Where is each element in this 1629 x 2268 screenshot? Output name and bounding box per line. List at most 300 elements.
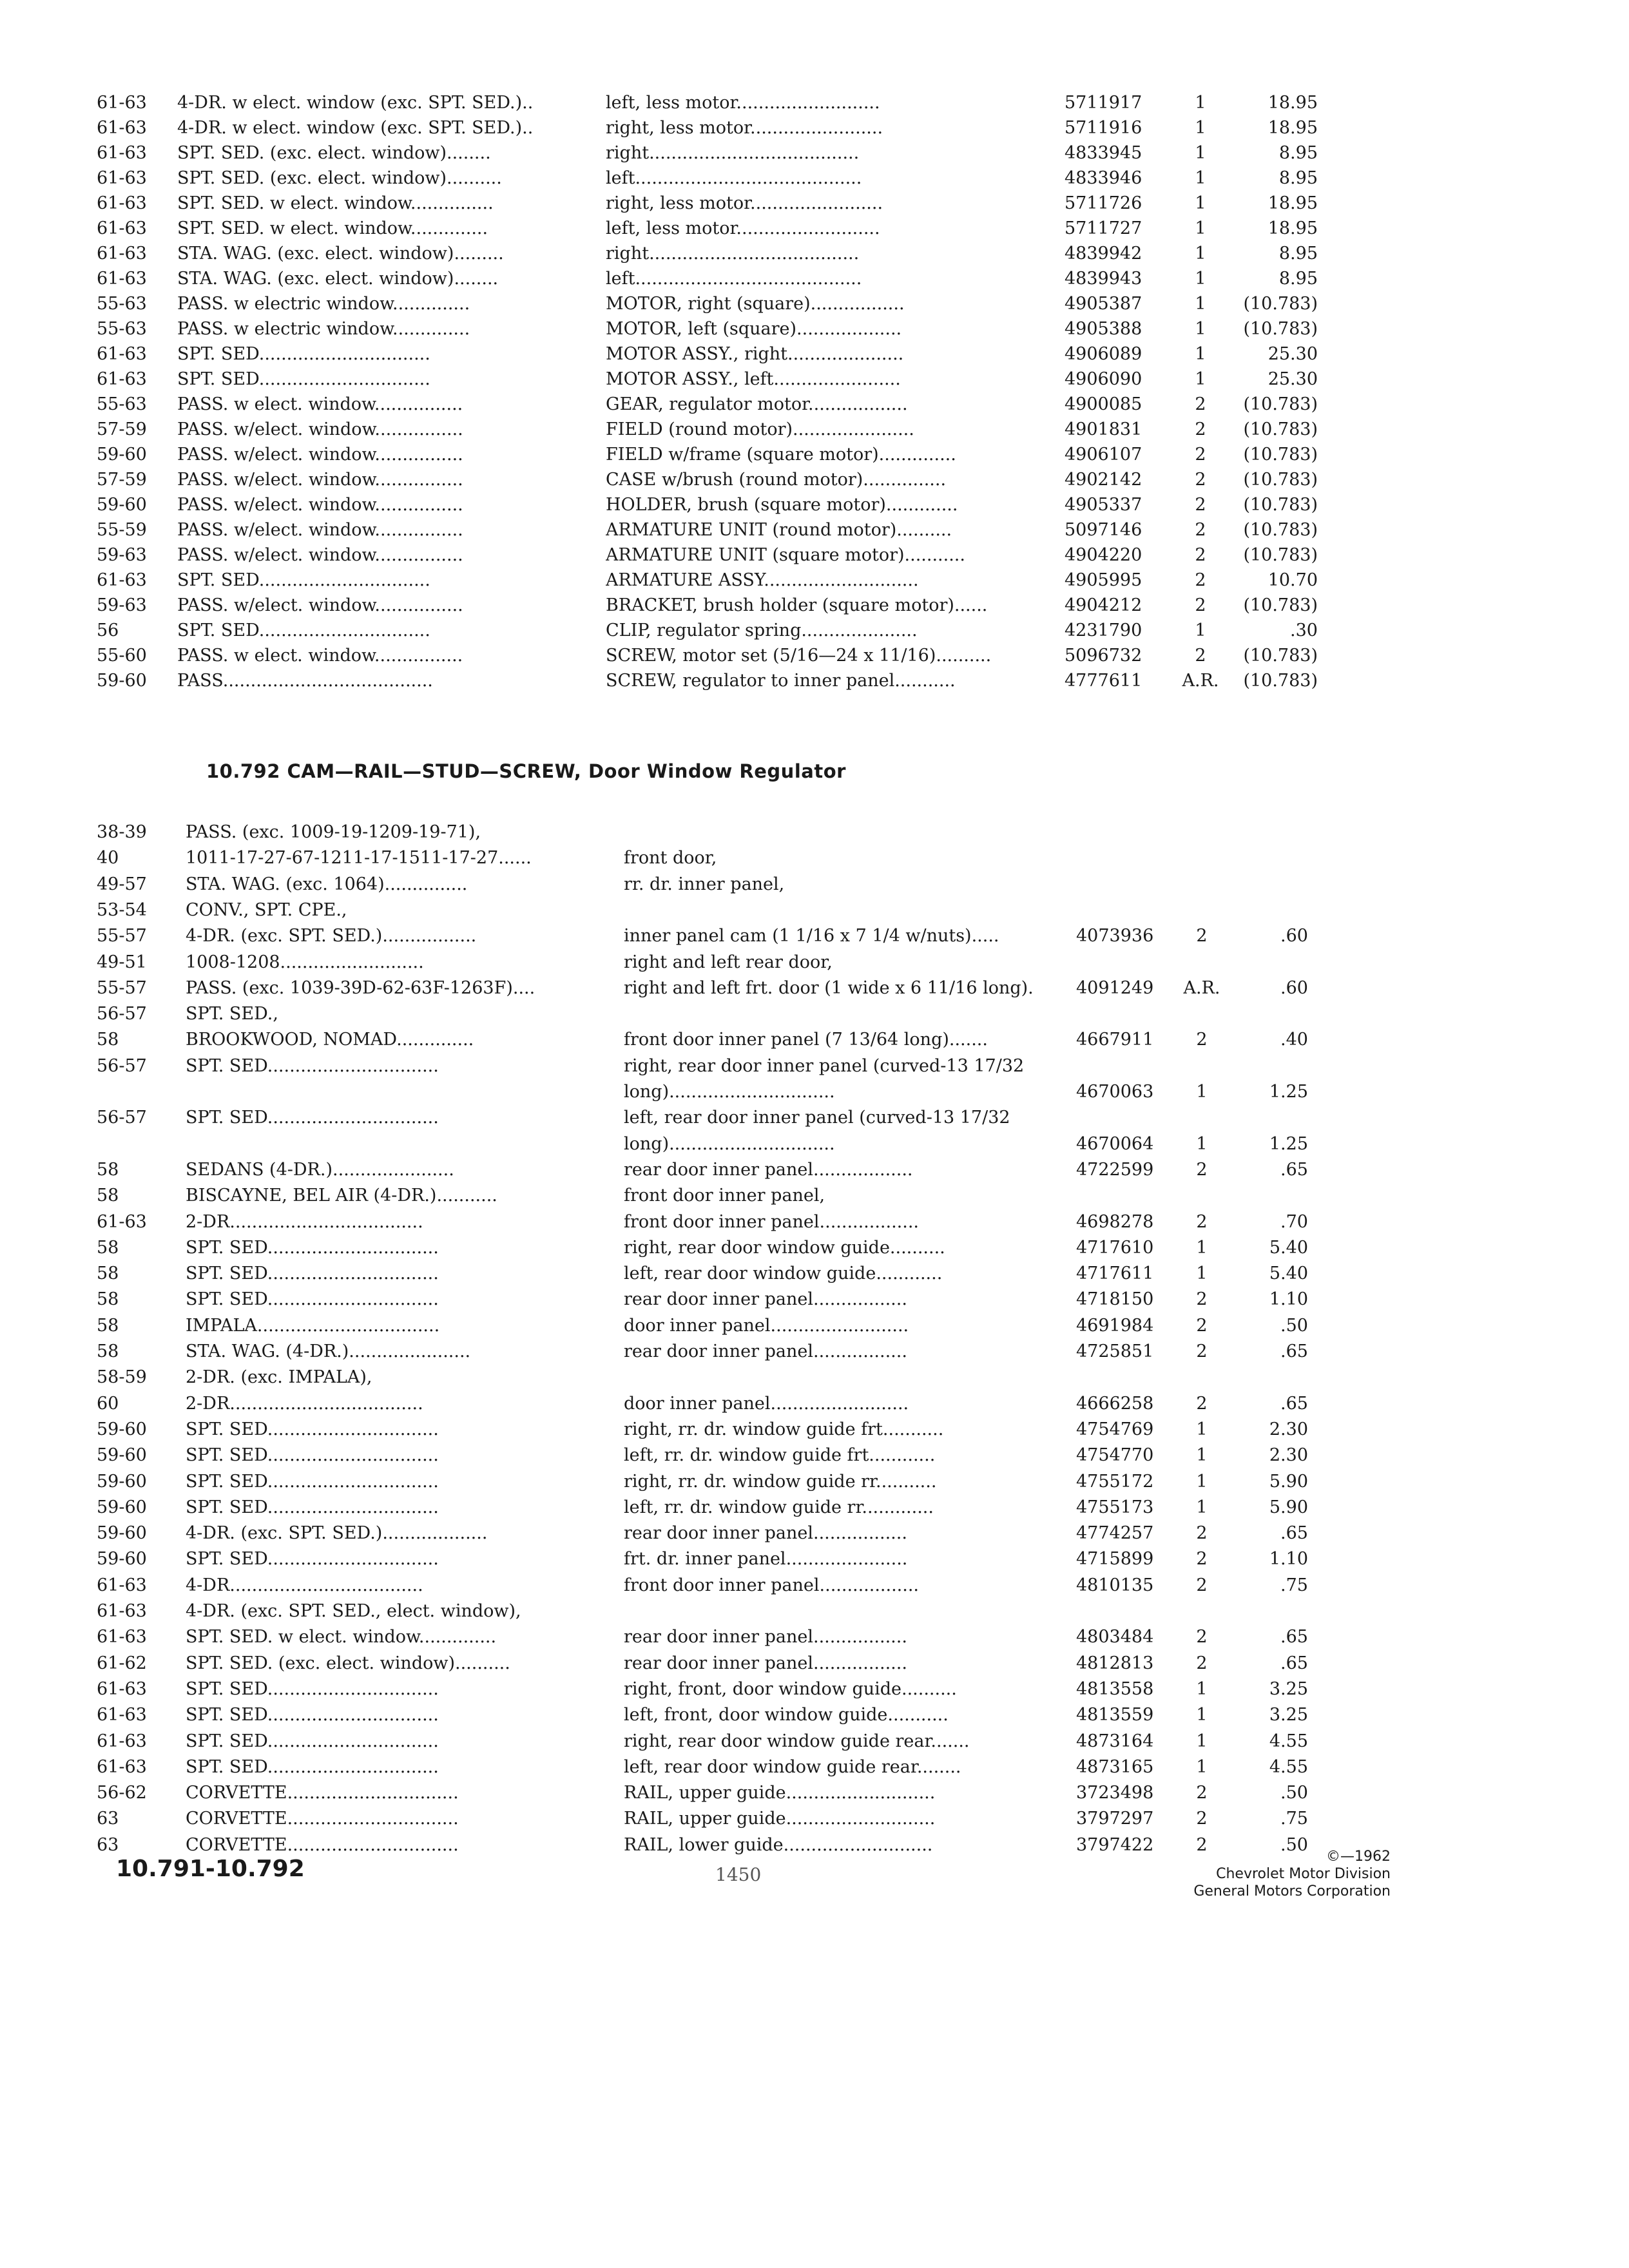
- quantity-cell: 2: [1195, 495, 1206, 515]
- quantity-cell: 1: [1196, 1445, 1208, 1466]
- part-number-cell: 4725851: [1076, 1341, 1154, 1361]
- description-cell: right, rear door inner panel (curved-13 17/32: [624, 1055, 1025, 1076]
- part-number-cell: 4091249: [1076, 977, 1154, 998]
- year-cell: 58: [97, 1237, 119, 1258]
- description-cell: left, rear door window guide............: [624, 1264, 943, 1284]
- model-cell: 2-DR...................................: [186, 1393, 423, 1414]
- price-cell: (10.783): [1243, 595, 1318, 615]
- model-cell: CORVETTE...............................: [186, 1783, 459, 1803]
- description-cell: frt. dr. inner panel......................: [624, 1549, 908, 1570]
- model-cell: 4-DR. (exc. SPT. SED.)...................: [186, 1523, 488, 1544]
- year-cell: 63: [97, 1834, 119, 1855]
- part-number-cell: 4715899: [1076, 1549, 1154, 1570]
- model-cell: PASS. (exc. 1009-19-1209-19-71),: [186, 822, 481, 842]
- model-cell: SPT. SED...............................: [186, 1055, 439, 1076]
- part-number-cell: 3797297: [1076, 1809, 1154, 1829]
- year-cell: 61-63: [97, 1756, 147, 1777]
- quantity-cell: 1: [1195, 193, 1206, 213]
- part-number-cell: 4839942: [1065, 244, 1142, 264]
- description-cell: right, rear door window guide rear.......: [624, 1731, 970, 1751]
- model-cell: SPT. SED. (exc. elect. window)..........: [177, 168, 502, 188]
- price-cell: (10.783): [1243, 470, 1318, 490]
- part-number-cell: 5711917: [1065, 93, 1142, 113]
- part-number-cell: 4777611: [1065, 671, 1142, 691]
- quantity-cell: 2: [1196, 1653, 1208, 1673]
- description-cell: ARMATURE ASSY............................: [606, 570, 919, 590]
- price-cell: .50: [1280, 1315, 1308, 1336]
- year-cell: 55-60: [97, 646, 147, 666]
- quantity-cell: 1: [1196, 1756, 1208, 1777]
- quantity-cell: 2: [1195, 545, 1206, 565]
- description-cell: door inner panel.........................: [624, 1315, 909, 1336]
- quantity-cell: 2: [1196, 1809, 1208, 1829]
- table-row: [0, 1365, 1629, 1390]
- price-cell: .40: [1280, 1030, 1308, 1050]
- price-cell: .70: [1280, 1211, 1308, 1232]
- description-cell: right and left rear door,: [624, 952, 833, 972]
- quantity-cell: 2: [1196, 926, 1208, 947]
- table-row: [0, 1313, 1629, 1339]
- price-cell: 3.25: [1269, 1705, 1308, 1725]
- model-cell: PASS. w/elect. window................: [177, 419, 463, 439]
- copyright-block: [1193, 1848, 1391, 1900]
- model-cell: SPT. SED...............................: [186, 1419, 439, 1439]
- quantity-cell: 2: [1195, 595, 1206, 615]
- quantity-cell: 1: [1196, 1471, 1208, 1492]
- price-cell: 18.95: [1268, 218, 1318, 238]
- copyright-year: ©—1962: [1326, 1849, 1391, 1865]
- description-cell: MOTOR, left (square)...................: [606, 319, 902, 339]
- table-row: [0, 392, 1629, 418]
- model-cell: 4-DR...................................: [186, 1575, 423, 1595]
- part-number-cell: 4902142: [1065, 470, 1142, 490]
- description-cell: left, front, door window guide...........: [624, 1705, 949, 1725]
- year-cell: 61-63: [97, 93, 147, 113]
- quantity-cell: 2: [1196, 1834, 1208, 1855]
- part-number-cell: 5711727: [1065, 218, 1142, 238]
- year-cell: 61-63: [97, 1705, 147, 1725]
- price-cell: (10.783): [1243, 319, 1318, 339]
- quantity-cell: A.R.: [1182, 671, 1219, 691]
- description-cell: left.........................................: [606, 168, 862, 188]
- quantity-cell: 1: [1196, 1237, 1208, 1258]
- model-cell: SPT. SED. w elect. window..............: [186, 1627, 497, 1648]
- year-cell: 63: [97, 1809, 119, 1829]
- model-cell: SPT. SED...............................: [186, 1756, 439, 1777]
- description-cell: left, rear door inner panel (curved-13 17/32: [624, 1108, 1010, 1128]
- description-cell: door inner panel.........................: [624, 1393, 909, 1414]
- model-cell: PASS. w/elect. window................: [177, 595, 463, 615]
- description-cell: rear door inner panel.................: [624, 1289, 907, 1310]
- model-cell: SEDANS (4-DR.)......................: [186, 1159, 454, 1180]
- quantity-cell: A.R.: [1183, 977, 1220, 998]
- table-row: [0, 417, 1629, 443]
- model-cell: STA. WAG. (exc. 1064)...............: [186, 874, 468, 894]
- quantity-cell: 1: [1195, 118, 1206, 138]
- year-cell: 58: [97, 1159, 119, 1180]
- model-cell: CORVETTE...............................: [186, 1809, 459, 1829]
- year-cell: 56-57: [97, 1108, 147, 1128]
- quantity-cell: 2: [1196, 1523, 1208, 1544]
- table-row: [0, 1702, 1629, 1728]
- table-row: [0, 568, 1629, 593]
- table-row: [0, 1131, 1629, 1157]
- part-number-cell: 4900085: [1065, 394, 1142, 414]
- part-number-cell: 4691984: [1076, 1315, 1154, 1336]
- year-cell: 61-63: [97, 118, 147, 138]
- model-cell: PASS......................................: [177, 671, 433, 691]
- price-cell: 2.30: [1269, 1419, 1308, 1439]
- description-cell: front door inner panel (7 13/64 long).......: [624, 1030, 988, 1050]
- price-cell: (10.783): [1243, 445, 1318, 465]
- table-row: [0, 1339, 1629, 1365]
- quantity-cell: 2: [1196, 1211, 1208, 1232]
- model-cell: SPT. SED. w elect. window...............: [177, 193, 494, 213]
- model-cell: PASS. w electric window..............: [177, 319, 470, 339]
- table-row: [0, 90, 1629, 116]
- part-number-cell: 4812813: [1076, 1653, 1154, 1673]
- price-cell: .50: [1280, 1783, 1308, 1803]
- table-row: [0, 216, 1629, 242]
- table-row: [0, 1780, 1629, 1806]
- year-cell: 59-60: [97, 1497, 147, 1517]
- description-cell: left, less motor..........................: [606, 218, 880, 238]
- price-cell: 5.90: [1269, 1497, 1308, 1517]
- model-cell: STA. WAG. (exc. elect. window).........: [177, 244, 504, 264]
- price-cell: (10.783): [1243, 545, 1318, 565]
- year-cell: 40: [97, 848, 119, 869]
- model-cell: SPT. SED...............................: [186, 1549, 439, 1570]
- model-cell: SPT. SED.,: [186, 1004, 278, 1024]
- quantity-cell: 2: [1195, 570, 1206, 590]
- table-row: [0, 668, 1629, 694]
- year-cell: 38-39: [97, 822, 147, 842]
- description-cell: rear door inner panel.................: [624, 1653, 907, 1673]
- description-cell: left, rr. dr. window guide frt............: [624, 1445, 936, 1466]
- model-cell: 4-DR. (exc. SPT. SED., elect. window),: [186, 1601, 521, 1621]
- price-cell: 8.95: [1278, 143, 1318, 163]
- year-cell: 61-63: [97, 369, 147, 389]
- price-cell: 25.30: [1268, 344, 1318, 364]
- model-cell: SPT. SED...............................: [177, 369, 430, 389]
- year-cell: 58: [97, 1341, 119, 1361]
- year-cell: 58: [97, 1264, 119, 1284]
- price-cell: 2.30: [1269, 1445, 1308, 1466]
- description-cell: front door inner panel..................: [624, 1575, 920, 1595]
- quantity-cell: 1: [1196, 1705, 1208, 1725]
- price-cell: .65: [1280, 1341, 1308, 1361]
- part-number-cell: 4073936: [1076, 926, 1154, 947]
- quantity-cell: 2: [1196, 1315, 1208, 1336]
- table-row: [0, 341, 1629, 367]
- model-cell: SPT. SED...............................: [186, 1705, 439, 1725]
- table-row: [0, 1651, 1629, 1677]
- part-number-cell: 4774257: [1076, 1523, 1154, 1544]
- description-cell: MOTOR ASSY., left.......................: [606, 369, 901, 389]
- model-cell: 4-DR. w elect. window (exc. SPT. SED.)..: [177, 118, 534, 138]
- year-cell: 55-57: [97, 977, 147, 998]
- part-number-cell: 4810135: [1076, 1575, 1154, 1595]
- price-cell: 4.55: [1269, 1756, 1308, 1777]
- year-cell: 56-57: [97, 1055, 147, 1076]
- division-name: Chevrolet Motor Division: [1216, 1866, 1391, 1882]
- model-cell: 1008-1208..........................: [186, 952, 424, 972]
- price-cell: (10.783): [1243, 520, 1318, 540]
- model-cell: 2-DR...................................: [186, 1211, 423, 1232]
- part-number-cell: 4813558: [1076, 1678, 1154, 1699]
- part-number-cell: 4803484: [1076, 1627, 1154, 1648]
- table-row: [0, 1105, 1629, 1131]
- part-number-cell: 4670064: [1076, 1133, 1154, 1154]
- year-cell: 55-59: [97, 520, 147, 540]
- part-number-cell: 4839943: [1065, 269, 1142, 289]
- model-cell: STA. WAG. (4-DR.)......................: [186, 1341, 471, 1361]
- description-cell: left, rr. dr. window guide rr.............: [624, 1497, 934, 1517]
- year-cell: 59-60: [97, 1549, 147, 1570]
- price-cell: 18.95: [1268, 193, 1318, 213]
- table-row: [0, 1287, 1629, 1312]
- price-cell: .30: [1290, 620, 1318, 640]
- part-number-cell: 4833945: [1065, 143, 1142, 163]
- part-number-cell: 5711726: [1065, 193, 1142, 213]
- model-cell: SPT. SED...............................: [186, 1289, 439, 1310]
- part-number-cell: 4904212: [1065, 595, 1142, 615]
- year-cell: 49-57: [97, 874, 147, 894]
- part-number-cell: 4905388: [1065, 319, 1142, 339]
- model-cell: BISCAYNE, BEL AIR (4-DR.)...........: [186, 1186, 497, 1206]
- table-row: [0, 291, 1629, 317]
- year-cell: 59-63: [97, 595, 147, 615]
- model-cell: SPT. SED...............................: [186, 1678, 439, 1699]
- quantity-cell: 1: [1195, 620, 1206, 640]
- quantity-cell: 1: [1196, 1731, 1208, 1751]
- model-cell: 4-DR. w elect. window (exc. SPT. SED.)..: [177, 93, 534, 113]
- model-cell: 2-DR. (exc. IMPALA),: [186, 1367, 372, 1388]
- year-cell: 56-62: [97, 1783, 147, 1803]
- page-number: 1450: [715, 1864, 762, 1885]
- part-number-cell: 4906107: [1065, 445, 1142, 465]
- part-number-cell: 4717610: [1076, 1237, 1154, 1258]
- table-row: [0, 316, 1629, 342]
- model-cell: 4-DR. (exc. SPT. SED.).................: [186, 926, 477, 947]
- year-cell: 61-63: [97, 344, 147, 364]
- model-cell: SPT. SED...............................: [186, 1497, 439, 1517]
- table-row: [0, 467, 1629, 493]
- model-cell: IMPALA.................................: [186, 1315, 440, 1336]
- price-cell: .75: [1280, 1575, 1308, 1595]
- price-cell: 8.95: [1278, 168, 1318, 188]
- price-cell: (10.783): [1243, 419, 1318, 439]
- description-cell: rear door inner panel..................: [624, 1159, 913, 1180]
- year-cell: 59-60: [97, 445, 147, 465]
- part-number-cell: 3797422: [1076, 1834, 1154, 1855]
- model-cell: PASS. w/elect. window................: [177, 495, 463, 515]
- table-row: [0, 1495, 1629, 1521]
- table-row: [0, 1261, 1629, 1287]
- table-row: [0, 872, 1629, 898]
- model-cell: PASS. w/elect. window................: [177, 445, 463, 465]
- quantity-cell: 1: [1195, 218, 1206, 238]
- model-cell: SPT. SED...............................: [177, 344, 430, 364]
- price-cell: (10.783): [1243, 646, 1318, 666]
- quantity-cell: 1: [1195, 294, 1206, 314]
- table-row: [0, 241, 1629, 267]
- year-cell: 58: [97, 1315, 119, 1336]
- description-cell: long)..............................: [624, 1082, 835, 1102]
- year-cell: 59-60: [97, 495, 147, 515]
- year-cell: 59-60: [97, 1445, 147, 1466]
- quantity-cell: 1: [1196, 1082, 1208, 1102]
- description-cell: FIELD (round motor)......................: [606, 419, 914, 439]
- table-row: [0, 898, 1629, 923]
- quantity-cell: 2: [1196, 1549, 1208, 1570]
- part-number-cell: 4698278: [1076, 1211, 1154, 1232]
- quantity-cell: 1: [1196, 1497, 1208, 1517]
- part-number-cell: 4905387: [1065, 294, 1142, 314]
- description-cell: RAIL, upper guide...........................: [624, 1783, 936, 1803]
- description-cell: left, rear door window guide rear........: [624, 1756, 961, 1777]
- description-cell: front door inner panel..................: [624, 1211, 920, 1232]
- description-cell: right, less motor........................: [606, 193, 883, 213]
- description-cell: rear door inner panel.................: [624, 1523, 907, 1544]
- table-row: [0, 266, 1629, 292]
- description-cell: RAIL, lower guide...........................: [624, 1834, 933, 1855]
- table-row: [0, 820, 1629, 845]
- table-row: [0, 1443, 1629, 1468]
- table-row: [0, 593, 1629, 619]
- year-cell: 55-63: [97, 394, 147, 414]
- part-number-cell: 4667911: [1076, 1030, 1154, 1050]
- table-row: [0, 1391, 1629, 1417]
- year-cell: 56: [97, 620, 119, 640]
- quantity-cell: 2: [1195, 445, 1206, 465]
- price-cell: 18.95: [1268, 93, 1318, 113]
- part-number-cell: 4833946: [1065, 168, 1142, 188]
- part-number-cell: 5096732: [1065, 646, 1142, 666]
- model-cell: SPT. SED...............................: [186, 1471, 439, 1492]
- table-row: [0, 1754, 1629, 1780]
- model-cell: SPT. SED. (exc. elect. window)..........: [186, 1653, 510, 1673]
- table-row: [0, 543, 1629, 568]
- description-cell: right......................................: [606, 143, 860, 163]
- description-cell: HOLDER, brush (square motor).............: [606, 495, 958, 515]
- table-row: [0, 1573, 1629, 1599]
- year-cell: 61-63: [97, 1601, 147, 1621]
- table-row: [0, 367, 1629, 392]
- year-cell: 49-51: [97, 952, 147, 972]
- table-row: [0, 975, 1629, 1001]
- model-cell: PASS. w electric window..............: [177, 294, 470, 314]
- year-cell: 59-60: [97, 1471, 147, 1492]
- price-cell: 5.40: [1269, 1264, 1308, 1284]
- quantity-cell: 1: [1195, 244, 1206, 264]
- price-cell: 3.25: [1269, 1678, 1308, 1699]
- part-number-cell: 4813559: [1076, 1705, 1154, 1725]
- price-cell: 5.90: [1269, 1471, 1308, 1492]
- quantity-cell: 1: [1195, 369, 1206, 389]
- part-number-cell: 4722599: [1076, 1159, 1154, 1180]
- price-cell: .65: [1280, 1653, 1308, 1673]
- year-cell: 61-63: [97, 143, 147, 163]
- group-range-label: 10.791-10.792: [116, 1856, 305, 1882]
- quantity-cell: 2: [1195, 520, 1206, 540]
- price-cell: 1.10: [1269, 1289, 1308, 1310]
- year-cell: 61-63: [97, 1575, 147, 1595]
- table-row: [0, 492, 1629, 518]
- model-cell: STA. WAG. (exc. elect. window)........: [177, 269, 499, 289]
- quantity-cell: 1: [1195, 319, 1206, 339]
- section-heading: 10.792 CAM—RAIL—STUD—SCREW, Door Window Regulator: [206, 760, 846, 782]
- part-number-cell: 4905995: [1065, 570, 1142, 590]
- quantity-cell: 2: [1195, 470, 1206, 490]
- price-cell: .60: [1280, 977, 1308, 998]
- quantity-cell: 2: [1196, 1393, 1208, 1414]
- description-cell: right, rr. dr. window guide rr...........: [624, 1471, 937, 1492]
- description-cell: right, front, door window guide..........: [624, 1678, 957, 1699]
- description-cell: rr. dr. inner panel,: [624, 874, 785, 894]
- part-number-cell: 4717611: [1076, 1264, 1154, 1284]
- part-number-cell: 4905337: [1065, 495, 1142, 515]
- quantity-cell: 2: [1196, 1341, 1208, 1361]
- quantity-cell: 2: [1196, 1030, 1208, 1050]
- year-cell: 58-59: [97, 1367, 147, 1388]
- price-cell: (10.783): [1243, 495, 1318, 515]
- description-cell: right, less motor........................: [606, 118, 883, 138]
- part-number-cell: 4873165: [1076, 1756, 1154, 1777]
- description-cell: inner panel cam (1 1/16 x 7 1/4 w/nuts).....: [624, 926, 999, 947]
- table-row: [0, 643, 1629, 669]
- year-cell: 61-63: [97, 269, 147, 289]
- model-cell: SPT. SED...............................: [186, 1445, 439, 1466]
- quantity-cell: 2: [1195, 419, 1206, 439]
- quantity-cell: 1: [1196, 1133, 1208, 1154]
- table-row: [0, 1001, 1629, 1027]
- description-cell: GEAR, regulator motor..................: [606, 394, 908, 414]
- quantity-cell: 2: [1196, 1289, 1208, 1310]
- part-number-cell: 4718150: [1076, 1289, 1154, 1310]
- part-number-cell: 4901831: [1065, 419, 1142, 439]
- description-cell: FIELD w/frame (square motor)..............: [606, 445, 956, 465]
- model-cell: SPT. SED. w elect. window..............: [177, 218, 488, 238]
- price-cell: 18.95: [1268, 118, 1318, 138]
- part-number-cell: 4755172: [1076, 1471, 1154, 1492]
- price-cell: .50: [1280, 1834, 1308, 1855]
- part-number-cell: 4666258: [1076, 1393, 1154, 1414]
- model-cell: PASS. (exc. 1039-39D-62-63F-1263F)....: [186, 977, 535, 998]
- quantity-cell: 2: [1196, 1783, 1208, 1803]
- description-cell: right and left frt. door (1 wide x 6 11/16 long).: [624, 977, 1034, 998]
- quantity-cell: 1: [1195, 93, 1206, 113]
- price-cell: (10.783): [1243, 394, 1318, 414]
- price-cell: (10.783): [1243, 671, 1318, 691]
- quantity-cell: 1: [1196, 1678, 1208, 1699]
- quantity-cell: 2: [1195, 394, 1206, 414]
- price-cell: 8.95: [1278, 244, 1318, 264]
- model-cell: SPT. SED...............................: [186, 1108, 439, 1128]
- part-number-cell: 4755173: [1076, 1497, 1154, 1517]
- price-cell: .65: [1280, 1627, 1308, 1648]
- table-row: [0, 1469, 1629, 1495]
- corporation-name: General Motors Corporation: [1193, 1883, 1391, 1899]
- year-cell: 59-63: [97, 545, 147, 565]
- table-row: [0, 845, 1629, 871]
- table-row: [0, 166, 1629, 191]
- year-cell: 55-63: [97, 294, 147, 314]
- part-number-cell: 4754770: [1076, 1445, 1154, 1466]
- year-cell: 61-63: [97, 193, 147, 213]
- model-cell: SPT. SED...............................: [186, 1264, 439, 1284]
- table-row: [0, 950, 1629, 975]
